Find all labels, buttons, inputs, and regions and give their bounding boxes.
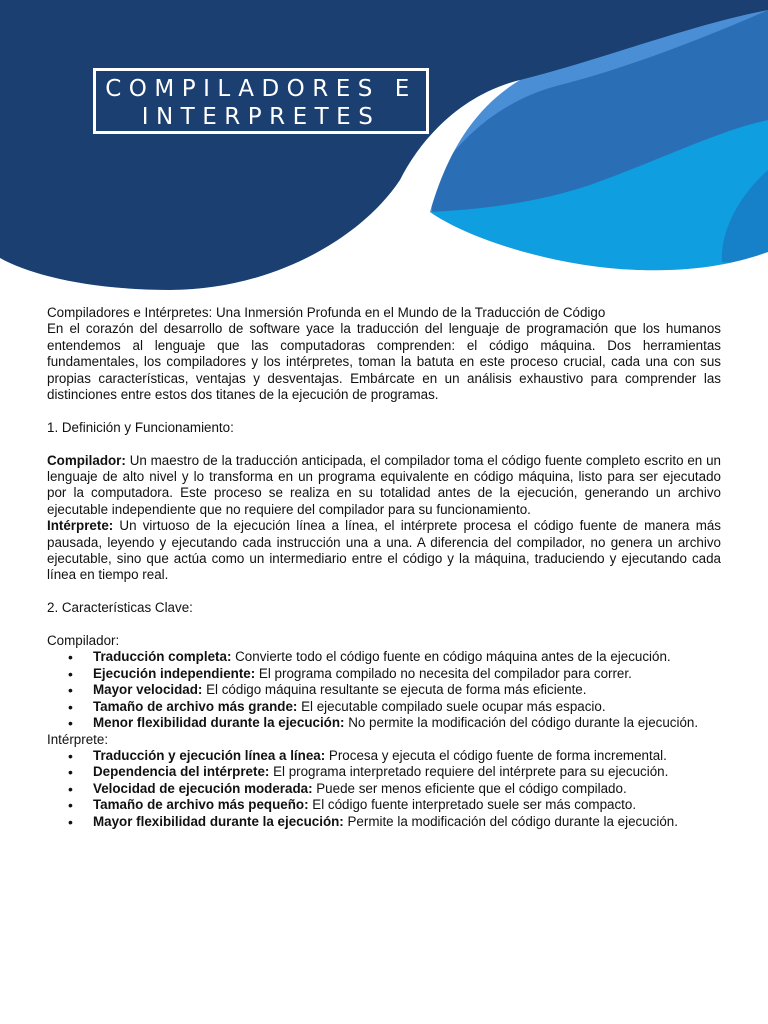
section-2-heading: 2. Características Clave: [47, 600, 193, 616]
interpreter-features-list [47, 748, 721, 830]
compiler-definition [47, 453, 721, 519]
compiler-definition-text: Un maestro de la traducción anticipada, el compilador toma el código fuente completo escrito en un lenguaje de alto nivel y lo transforma en un programa equivalente en código máquina, listo para ser ejecutado por la computadora. Este proceso se realiza en su totalidad antes de la ejecución, generando un archivo ejecutable independiente que no requiere del compilador para su funcionamiento. [47, 452, 721, 517]
list-item [47, 797, 721, 813]
list-item-text: El programa compilado no necesita del compilador para correr. [255, 665, 632, 681]
list-item-label: Traducción y ejecución línea a línea: [93, 747, 326, 763]
intro-paragraph: En el corazón del desarrollo de software yace la traducción del lenguaje de programación que los humanos entendemos al lenguaje que las computadoras comprenden: el código máquina. Dos herramientas fundamentales, los compiladores y los intérpretes, toman la batuta en este proceso crucial, cada una con sus propias características, ventajas y desventajas. Embárcate en un análisis exhaustivo para comprender las distinciones entre estos dos titanes de la ejecución de programas. [47, 321, 721, 403]
list-item [47, 699, 721, 715]
list-item-text: Puede ser menos eficiente que el código compilado. [312, 780, 627, 796]
list-item-label: Mayor velocidad: [93, 682, 203, 698]
list-item-label: Ejecución independiente: [93, 665, 256, 681]
list-item-text: El programa interpretado requiere del intérprete para su ejecución. [269, 764, 669, 780]
list-item-text: No permite la modificación del código durante la ejecución. [344, 715, 699, 731]
document-body [47, 305, 721, 830]
document-title [93, 68, 429, 134]
list-item-label: Tamaño de archivo más pequeño: [93, 797, 309, 813]
list-item-text: El código máquina resultante se ejecuta de forma más eficiente. [202, 682, 587, 698]
compiler-features-list [47, 649, 721, 731]
title-line-1: COMPILADORES E [105, 76, 417, 102]
interpreter-definition [47, 518, 721, 584]
list-item-label: Dependencia del intérprete: [93, 764, 270, 780]
compiler-features-heading: Compilador: [47, 633, 120, 649]
list-item-label: Menor flexibilidad durante la ejecución: [93, 715, 345, 731]
list-item [47, 764, 721, 780]
list-item-text: Permite la modificación del código durante la ejecución. [343, 813, 678, 829]
list-item-label: Mayor flexibilidad durante la ejecución: [93, 813, 344, 829]
title-line-2: INTERPRETES [141, 104, 381, 130]
list-item [47, 781, 721, 797]
intro-heading: Compiladores e Intérpretes: Una Inmersión Profunda en el Mundo de la Traducción de Código [47, 305, 606, 320]
list-item-label: Tamaño de archivo más grande: [93, 698, 298, 714]
header-wave-background [0, 0, 768, 300]
interpreter-definition-text: Un virtuoso de la ejecución línea a línea, el intérprete procesa el código fuente de manera más pausada, leyendo y ejecutando cada instrucción una a una. A diferencia del compilador, no genera un archivo ejecutable, sino que actúa como un intermediario entre el código y la máquina, traduciendo y ejecutando cada línea en tiempo real. [47, 518, 721, 583]
list-item-label: Traducción completa: [93, 649, 232, 665]
list-item-text: Convierte todo el código fuente en código máquina antes de la ejecución. [231, 649, 671, 665]
list-item [47, 814, 721, 830]
list-item-label: Velocidad de ejecución moderada: [93, 780, 313, 796]
list-item [47, 682, 721, 698]
list-item-text: El ejecutable compilado suele ocupar más espacio. [297, 698, 606, 714]
list-item [47, 649, 721, 665]
interpreter-definition-label: Intérprete: [47, 518, 114, 534]
list-item-text: Procesa y ejecuta el código fuente de forma incremental. [325, 747, 667, 763]
list-item [47, 715, 721, 731]
list-item [47, 666, 721, 682]
list-item-text: El código fuente interpretado suele ser más compacto. [308, 797, 637, 813]
section-1-heading: 1. Definición y Funcionamiento: [47, 419, 234, 435]
interpreter-features-heading: Intérprete: [47, 731, 109, 747]
list-item [47, 748, 721, 764]
compiler-definition-label: Compilador: [47, 452, 126, 468]
